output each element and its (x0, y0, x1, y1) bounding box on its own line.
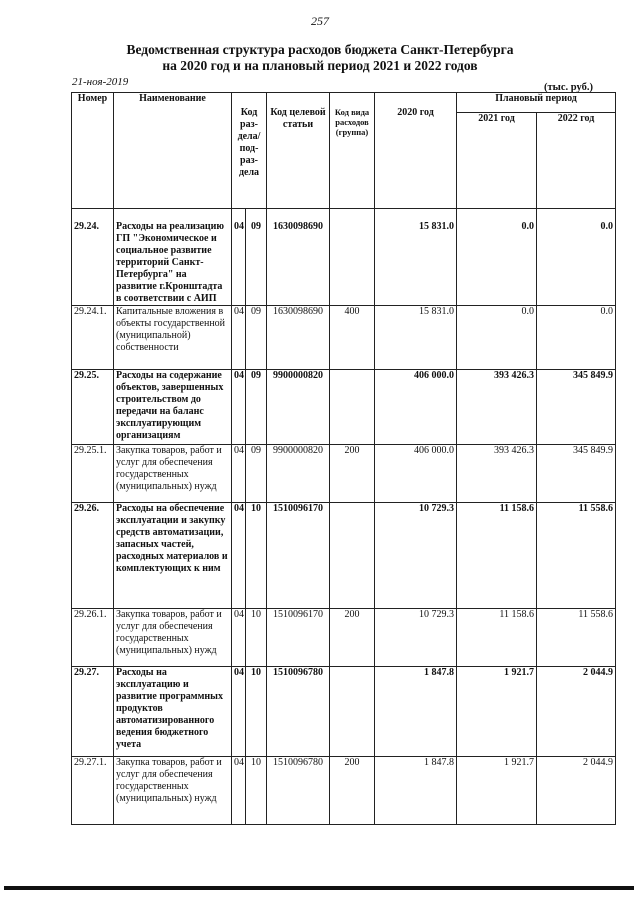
row-value-2020: 15 831.0 (375, 209, 457, 306)
row-expense-type (330, 370, 375, 445)
row-subsection: 10 (246, 503, 267, 609)
row-value-2020: 406 000.0 (375, 370, 457, 445)
row-expense-type: 200 (330, 757, 375, 825)
header-section-code: Код раз- дела/ под- раз- дела (232, 93, 267, 209)
row-target-code: 9900000820 (267, 370, 330, 445)
row-value-2022: 2 044.9 (537, 757, 616, 825)
row-value-2022: 11 558.6 (537, 609, 616, 667)
row-name: Закупка товаров, работ и услуг для обеспечения государственных (муниципальных) нужд (114, 609, 232, 667)
row-target-code: 1510096780 (267, 667, 330, 757)
row-name: Расходы на содержание объектов, завершенных строительством до передачи на баланс эксплуатирующим организациям (114, 370, 232, 445)
row-value-2020: 15 831.0 (375, 306, 457, 370)
row-name: Расходы на эксплуатацию и развитие программных продуктов автоматизированного ведения бюджетного учета (114, 667, 232, 757)
row-subsection: 09 (246, 445, 267, 503)
row-section: 04 (232, 370, 246, 445)
table-row (72, 757, 616, 825)
row-value-2021: 0.0 (457, 306, 537, 370)
units-label: (тыс. руб.) (544, 82, 593, 93)
row-number: 29.27.1. (72, 757, 114, 825)
row-target-code: 1630098690 (267, 209, 330, 306)
row-section: 04 (232, 306, 246, 370)
row-expense-type: 200 (330, 609, 375, 667)
table-row (72, 609, 616, 667)
header-name: Наименование (114, 93, 232, 209)
row-expense-type: 200 (330, 445, 375, 503)
table-row (72, 445, 616, 503)
row-section: 04 (232, 757, 246, 825)
row-number: 29.25. (72, 370, 114, 445)
row-value-2020: 1 847.8 (375, 757, 457, 825)
row-value-2021: 1 921.7 (457, 667, 537, 757)
row-subsection: 09 (246, 306, 267, 370)
row-expense-type (330, 667, 375, 757)
row-name: Расходы на реализацию ГП "Экономическое и социальное развитие территорий Санкт-Петербурга" на развитие г.Кронштадта в соответствии с АИП (114, 209, 232, 306)
row-value-2021: 0.0 (457, 209, 537, 306)
row-target-code: 1510096170 (267, 503, 330, 609)
row-value-2022: 345 849.9 (537, 370, 616, 445)
row-target-code: 1510096780 (267, 757, 330, 825)
header-target-code: Код целевой статьи (267, 93, 330, 209)
row-value-2022: 2 044.9 (537, 667, 616, 757)
table-row (72, 503, 616, 609)
row-expense-type (330, 503, 375, 609)
row-value-2022: 0.0 (537, 306, 616, 370)
row-subsection: 10 (246, 757, 267, 825)
row-value-2021: 11 158.6 (457, 503, 537, 609)
row-number: 29.26. (72, 503, 114, 609)
table-header (72, 93, 616, 209)
row-value-2020: 406 000.0 (375, 445, 457, 503)
header-number: Номер (72, 93, 114, 209)
row-number: 29.24.1. (72, 306, 114, 370)
row-value-2022: 11 558.6 (537, 503, 616, 609)
row-name: Капитальные вложения в объекты государственной (муниципальной) собственности (114, 306, 232, 370)
row-subsection: 09 (246, 209, 267, 306)
row-value-2021: 11 158.6 (457, 609, 537, 667)
title-line-1: Ведомственная структура расходов бюджета Санкт-Петербурга (126, 42, 514, 57)
header-2020: 2020 год (375, 93, 457, 209)
header-planned-period: Плановый период (457, 93, 616, 113)
row-target-code: 1630098690 (267, 306, 330, 370)
row-value-2020: 1 847.8 (375, 667, 457, 757)
row-value-2020: 10 729.3 (375, 609, 457, 667)
table-row (72, 209, 616, 306)
footer-rule (4, 886, 634, 890)
row-value-2021: 393 426.3 (457, 370, 537, 445)
row-subsection: 10 (246, 609, 267, 667)
page-number: 257 (311, 14, 329, 28)
table-row (72, 667, 616, 757)
row-name: Закупка товаров, работ и услуг для обеспечения государственных (муниципальных) нужд (114, 445, 232, 503)
header-2021: 2021 год (457, 113, 537, 209)
row-number: 29.26.1. (72, 609, 114, 667)
document-date: 21-ноя-2019 (72, 76, 129, 88)
header-expense-type-code: Код вида расходов (группа) (330, 93, 375, 209)
row-target-code: 1510096170 (267, 609, 330, 667)
table-row (72, 370, 616, 445)
header-2022: 2022 год (537, 113, 616, 209)
row-name: Закупка товаров, работ и услуг для обеспечения государственных (муниципальных) нужд (114, 757, 232, 825)
row-number: 29.24. (72, 209, 114, 306)
table-body (72, 209, 616, 825)
title-line-2: на 2020 год и на плановый период 2021 и 2022 годов (162, 58, 478, 73)
row-name: Расходы на обеспечение эксплуатации и закупку средств автоматизации, запасных частей, расходных материалов и комплектующих к ним (114, 503, 232, 609)
row-value-2021: 1 921.7 (457, 757, 537, 825)
table-row (72, 306, 616, 370)
row-section: 04 (232, 209, 246, 306)
row-number: 29.27. (72, 667, 114, 757)
row-section: 04 (232, 503, 246, 609)
row-section: 04 (232, 667, 246, 757)
row-expense-type: 400 (330, 306, 375, 370)
row-target-code: 9900000820 (267, 445, 330, 503)
row-value-2021: 393 426.3 (457, 445, 537, 503)
row-value-2022: 0.0 (537, 209, 616, 306)
row-subsection: 10 (246, 667, 267, 757)
row-value-2022: 345 849.9 (537, 445, 616, 503)
row-expense-type (330, 209, 375, 306)
row-subsection: 09 (246, 370, 267, 445)
row-number: 29.25.1. (72, 445, 114, 503)
row-value-2020: 10 729.3 (375, 503, 457, 609)
budget-table (71, 92, 616, 825)
row-section: 04 (232, 609, 246, 667)
row-section: 04 (232, 445, 246, 503)
document-title (0, 42, 640, 74)
